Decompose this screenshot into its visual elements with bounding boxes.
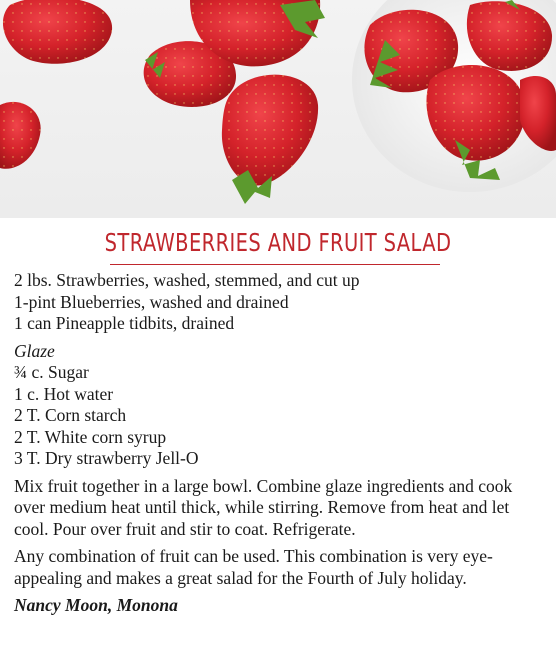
- glaze-ingredient-item: 1 c. Hot water: [14, 383, 114, 404]
- title-underline: [110, 264, 440, 265]
- strawberry-top-left: [3, 0, 112, 64]
- note-paragraph: Any combination of fruit can be used. This combination is very eye-appealing and makes a great salad for the Fourth of July holiday.: [14, 546, 493, 588]
- strawberries-photo: [0, 0, 556, 218]
- instructions-paragraph: Mix fruit together in a large bowl. Combine glaze ingredients and cook over medium heat until thick, while stirring. Remove from heat and let cool. Pour over fruit and stir to coat. Refrigerate.: [14, 475, 513, 539]
- strawberry-center-large: [222, 75, 318, 204]
- ingredients-list: [14, 270, 540, 335]
- strawberry-left-edge: [0, 102, 41, 169]
- strawberries-illustration: [0, 0, 556, 218]
- glaze-heading: Glaze: [14, 340, 55, 361]
- glaze-ingredient-item: 2 T. White corn syrup: [14, 426, 167, 447]
- ingredient-item: 1 can Pineapple tidbits, drained: [14, 313, 235, 333]
- recipe-title: STRAWBERRIES AND FRUIT SALAD: [104, 228, 452, 257]
- glaze-section: [14, 341, 540, 470]
- glaze-ingredient-item: 2 T. Corn starch: [14, 405, 127, 425]
- recipe-body: [14, 270, 540, 617]
- recipe-author: Nancy Moon, Monona: [14, 595, 178, 615]
- ingredient-item: 2 lbs. Strawberries, washed, stemmed, and cut up: [14, 270, 360, 290]
- ingredient-item: 1-pint Blueberries, washed and drained: [14, 291, 289, 312]
- glaze-ingredient-item: ¾ c. Sugar: [14, 362, 89, 382]
- glaze-ingredient-item: 3 T. Dry strawberry Jell-O: [14, 448, 199, 468]
